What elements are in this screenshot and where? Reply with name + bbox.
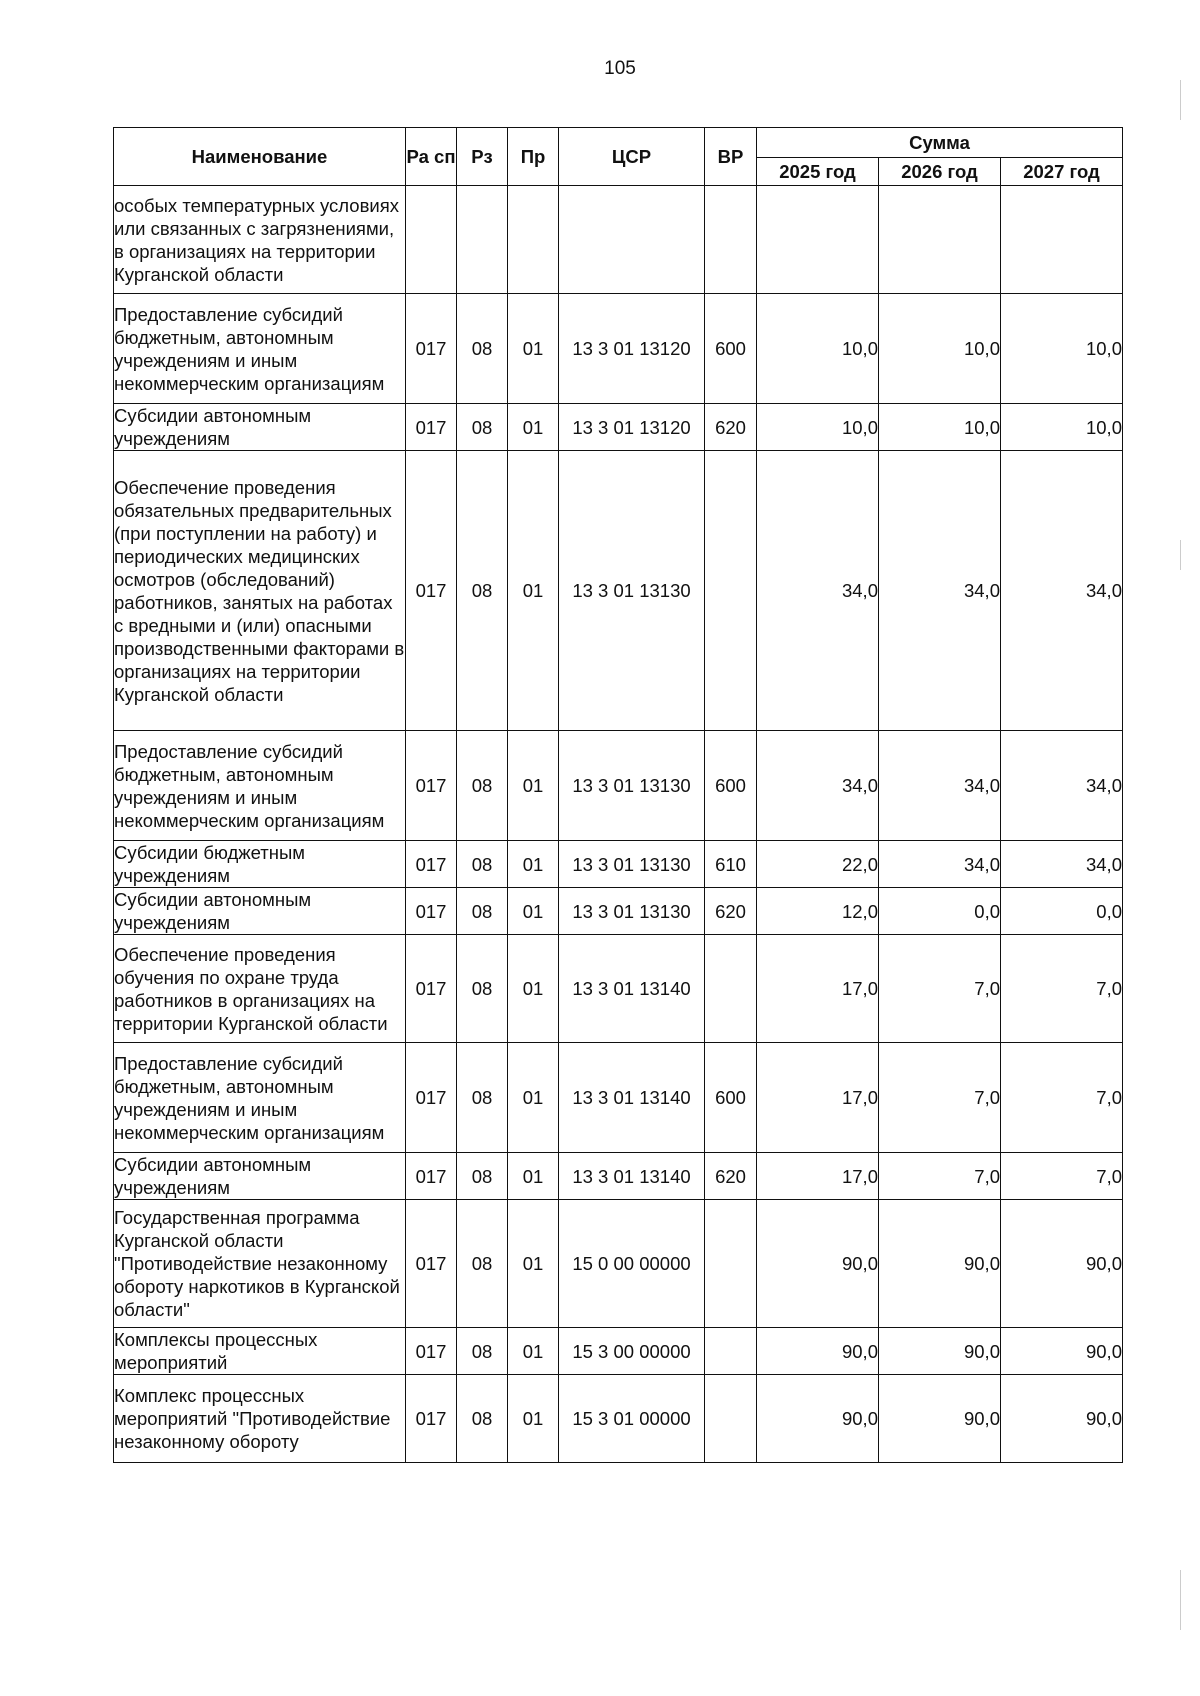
row-2026-cell: 7,0 [879,935,1001,1043]
header-vr: ВР [705,128,757,186]
row-csr-cell: 13 3 01 13130 [559,888,705,935]
row-2026-cell: 90,0 [879,1200,1001,1328]
row-csr-cell: 13 3 01 13140 [559,1043,705,1153]
table-row [114,1375,1123,1463]
row-rasp-cell: 017 [406,841,457,888]
row-vr-cell: 600 [705,294,757,404]
header-2025: 2025 год [757,158,879,186]
row-2027-cell: 34,0 [1001,841,1123,888]
table-row [114,1043,1123,1153]
row-vr-cell [705,935,757,1043]
row-2027-cell: 90,0 [1001,1375,1123,1463]
page-number: 105 [604,58,636,79]
row-2026-cell: 90,0 [879,1375,1001,1463]
row-2027-cell: 0,0 [1001,888,1123,935]
scan-edge-mark [1180,80,1181,120]
row-rz-cell: 08 [457,451,508,731]
header-rz: Рз [457,128,508,186]
row-rasp-cell: 017 [406,731,457,841]
row-2027-cell: 90,0 [1001,1328,1123,1375]
row-name-cell: Субсидии бюджетным учреждениям [114,841,406,888]
row-pr-cell: 01 [508,888,559,935]
header-2027: 2027 год [1001,158,1123,186]
header-csr: ЦСР [559,128,705,186]
row-rz-cell: 08 [457,935,508,1043]
row-pr-cell: 01 [508,404,559,451]
row-rasp-cell: 017 [406,1043,457,1153]
row-2025-cell: 90,0 [757,1375,879,1463]
row-pr-cell: 01 [508,1043,559,1153]
row-vr-cell [705,1375,757,1463]
row-rz-cell: 08 [457,404,508,451]
row-name-cell: Предоставление субсидий бюджетным, автономным учреждениям и иным некоммерческим организациям [114,1043,406,1153]
row-rasp-cell: 017 [406,1328,457,1375]
row-2027-cell: 10,0 [1001,404,1123,451]
row-2027-cell: 7,0 [1001,1043,1123,1153]
row-name-cell: Субсидии автономным учреждениям [114,888,406,935]
row-rasp-cell: 017 [406,1153,457,1200]
row-pr-cell: 01 [508,1200,559,1328]
table-row [114,186,1123,294]
row-rz-cell: 08 [457,1153,508,1200]
row-2025-cell [757,186,879,294]
row-2027-cell: 7,0 [1001,935,1123,1043]
row-name-cell: Субсидии автономным учреждениям [114,404,406,451]
row-rz-cell: 08 [457,888,508,935]
row-csr-cell: 13 3 01 13120 [559,294,705,404]
row-rasp-cell: 017 [406,935,457,1043]
table-row [114,888,1123,935]
header-pr: Пр [508,128,559,186]
row-2025-cell: 90,0 [757,1200,879,1328]
row-name-cell: Комплекс процессных мероприятий "Противодействие незаконному обороту [114,1375,406,1463]
row-pr-cell: 01 [508,731,559,841]
row-2026-cell: 90,0 [879,1328,1001,1375]
row-rasp-cell: 017 [406,404,457,451]
row-csr-cell: 13 3 01 13120 [559,404,705,451]
row-csr-cell: 13 3 01 13140 [559,1153,705,1200]
row-rz-cell: 08 [457,1043,508,1153]
row-name-cell: Обеспечение проведения обучения по охране труда работников в организациях на территории Курганской области [114,935,406,1043]
scan-edge-mark [1180,540,1181,570]
row-csr-cell: 15 0 00 00000 [559,1200,705,1328]
table-row [114,1328,1123,1375]
row-pr-cell: 01 [508,935,559,1043]
row-rz-cell: 08 [457,731,508,841]
table-row [114,1200,1123,1328]
row-2025-cell: 34,0 [757,731,879,841]
row-vr-cell: 620 [705,888,757,935]
row-rz-cell: 08 [457,294,508,404]
row-vr-cell: 600 [705,1043,757,1153]
scan-edge-mark [1180,1570,1181,1630]
row-2025-cell: 17,0 [757,1153,879,1200]
row-2025-cell: 22,0 [757,841,879,888]
row-2026-cell: 10,0 [879,294,1001,404]
row-rz-cell: 08 [457,1375,508,1463]
row-name-cell: Обеспечение проведения обязательных предварительных (при поступлении на работу) и периодических медицинских осмотров (обследований) работников, занятых на работах с вредными и (или) опасными производственными факторами в организациях на территории Курганской области [114,451,406,731]
header-sum: Сумма [757,128,1123,158]
row-vr-cell: 610 [705,841,757,888]
row-2027-cell: 7,0 [1001,1153,1123,1200]
row-rz-cell: 08 [457,841,508,888]
row-2027-cell: 90,0 [1001,1200,1123,1328]
row-name-cell: Субсидии автономным учреждениям [114,1153,406,1200]
row-rasp-cell: 017 [406,1200,457,1328]
row-csr-cell: 13 3 01 13130 [559,451,705,731]
table-row [114,404,1123,451]
row-2026-cell: 10,0 [879,404,1001,451]
row-2026-cell: 34,0 [879,451,1001,731]
row-csr-cell: 13 3 01 13140 [559,935,705,1043]
row-rz-cell [457,186,508,294]
table-row [114,935,1123,1043]
row-vr-cell [705,1328,757,1375]
row-2025-cell: 17,0 [757,935,879,1043]
row-csr-cell: 15 3 01 00000 [559,1375,705,1463]
row-rz-cell: 08 [457,1328,508,1375]
row-name-cell: Предоставление субсидий бюджетным, автономным учреждениям и иным некоммерческим организациям [114,294,406,404]
header-name: Наименование [114,128,406,186]
row-2025-cell: 10,0 [757,404,879,451]
row-2026-cell: 0,0 [879,888,1001,935]
row-2026-cell: 34,0 [879,731,1001,841]
row-2027-cell: 34,0 [1001,731,1123,841]
row-2026-cell: 7,0 [879,1153,1001,1200]
row-name-cell: Государственная программа Курганской области "Противодействие незаконному обороту наркотиков в Курганской области" [114,1200,406,1328]
row-rasp-cell: 017 [406,888,457,935]
row-rasp-cell: 017 [406,294,457,404]
row-vr-cell: 620 [705,404,757,451]
row-2025-cell: 12,0 [757,888,879,935]
row-2026-cell: 34,0 [879,841,1001,888]
row-2027-cell [1001,186,1123,294]
row-2027-cell: 34,0 [1001,451,1123,731]
row-pr-cell: 01 [508,451,559,731]
row-2026-cell: 7,0 [879,1043,1001,1153]
row-pr-cell: 01 [508,294,559,404]
row-vr-cell: 620 [705,1153,757,1200]
row-rasp-cell: 017 [406,451,457,731]
row-2027-cell: 10,0 [1001,294,1123,404]
header-2026: 2026 год [879,158,1001,186]
row-name-cell: Комплексы процессных мероприятий [114,1328,406,1375]
header-rasp: Ра сп [406,128,457,186]
table-row [114,451,1123,731]
row-rasp-cell: 017 [406,1375,457,1463]
row-csr-cell: 15 3 00 00000 [559,1328,705,1375]
budget-table [113,127,1123,1463]
row-vr-cell [705,451,757,731]
row-vr-cell [705,1200,757,1328]
row-2025-cell: 10,0 [757,294,879,404]
row-pr-cell: 01 [508,1328,559,1375]
row-2025-cell: 90,0 [757,1328,879,1375]
table-row [114,731,1123,841]
row-name-cell: Предоставление субсидий бюджетным, автономным учреждениям и иным некоммерческим организациям [114,731,406,841]
row-2025-cell: 17,0 [757,1043,879,1153]
row-pr-cell [508,186,559,294]
row-rz-cell: 08 [457,1200,508,1328]
row-vr-cell [705,186,757,294]
row-pr-cell: 01 [508,841,559,888]
row-vr-cell: 600 [705,731,757,841]
row-2026-cell [879,186,1001,294]
table-row [114,1153,1123,1200]
row-pr-cell: 01 [508,1375,559,1463]
row-csr-cell [559,186,705,294]
row-2025-cell: 34,0 [757,451,879,731]
row-pr-cell: 01 [508,1153,559,1200]
row-csr-cell: 13 3 01 13130 [559,731,705,841]
table-row [114,841,1123,888]
row-csr-cell: 13 3 01 13130 [559,841,705,888]
row-name-cell: особых температурных условиях или связанных с загрязнениями, в организациях на территории Курганской области [114,186,406,294]
table-row [114,294,1123,404]
row-rasp-cell [406,186,457,294]
